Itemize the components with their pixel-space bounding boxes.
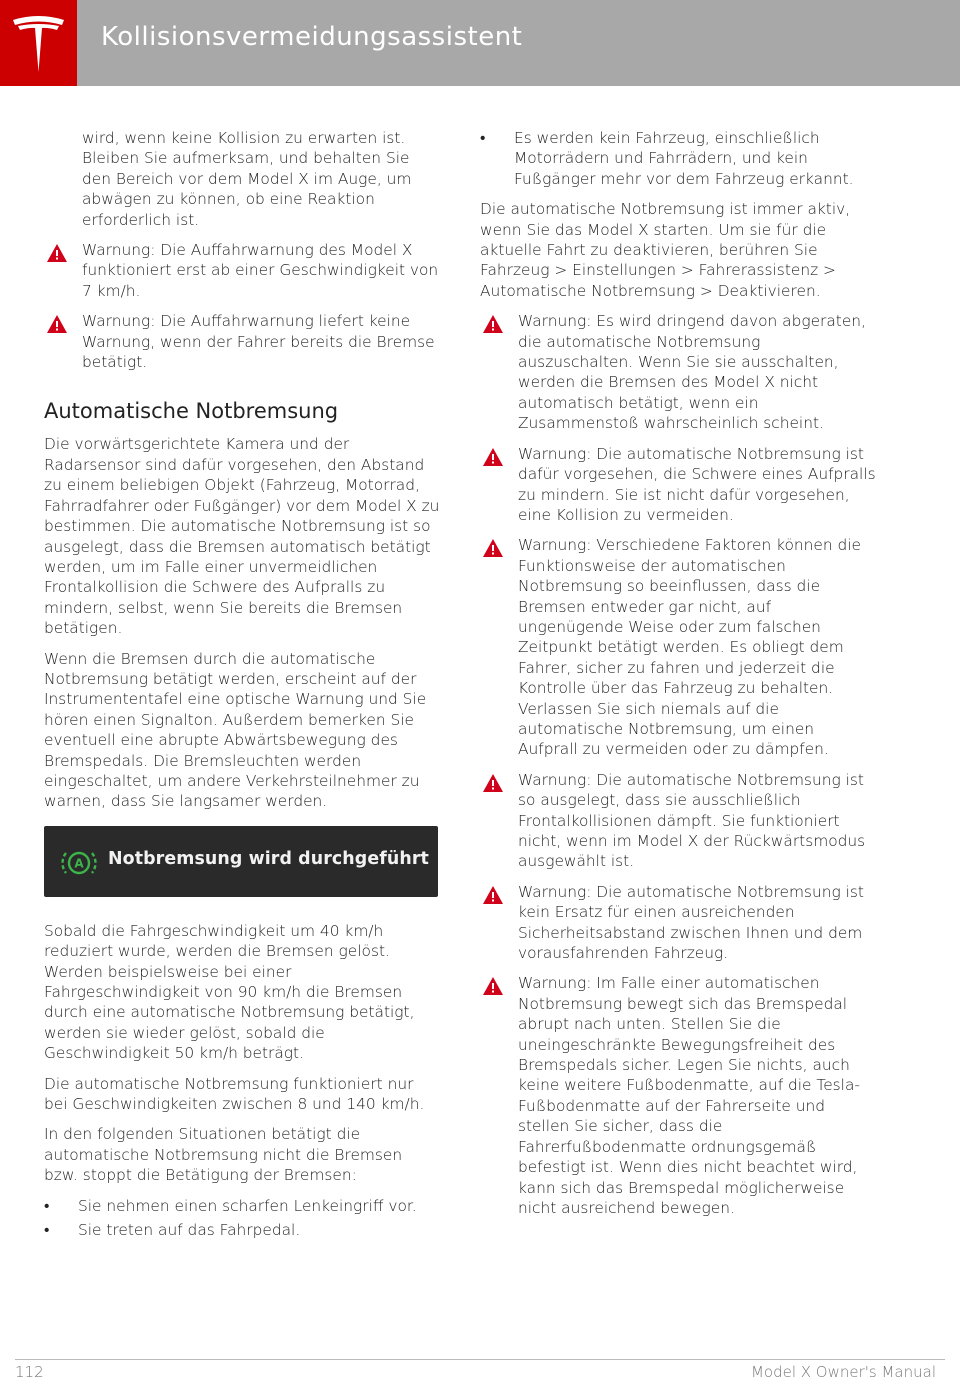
warning-text: Warnung: Die automatische Notbremsung ist so ausgelegt, dass sie ausschließlich Frontalkollisionen dämpft. Sie funktioniert nicht, wenn im Model X der Rückwärtsmodus ausgewählt ist.: [518, 770, 866, 871]
list-item: [44, 1196, 440, 1216]
bullet-dot: •: [480, 129, 486, 147]
page-header: [0, 0, 960, 86]
warning-triangle-icon: [482, 447, 504, 467]
body-paragraph: Die automatische Notbremsung funktioniert nur bei Geschwindigkeiten zwischen 8 und 140 km/h.: [44, 1074, 425, 1114]
warning-text: Warnung: Die Auffahrwarnung des Model X funktioniert erst ab einer Geschwindigkeit von 7 km/h.: [82, 241, 439, 300]
list-item-text: Es werden kein Fahrzeug, einschließlich Motorrädern und Fahrrädern, und kein Fußgänger mehr vor dem Fahrzeug erkannt.: [514, 129, 854, 188]
warning-triangle-icon: [482, 773, 504, 793]
intro-paragraph: wird, wenn keine Kollision zu erwarten ist. Bleiben Sie aufmerksam, und behalten Sie den Bereich vor dem Model X im Auge, um abwägen zu können, ob eine Reaktion erforderlich ist.: [82, 129, 412, 229]
warning-text: Warnung: Es wird dringend davon abgeraten, die automatische Notbremsung auszuschalten. Wenn Sie sie ausschalten, werden die Bremsen des Model X nicht automatisch betätigt, wenn ein Zusammenstoß wahrscheinlich scheint.: [518, 312, 866, 433]
warning-note: [480, 770, 876, 872]
warning-note: [480, 311, 876, 433]
warning-triangle-icon: [482, 976, 504, 996]
warning-text: Warnung: Verschiedene Faktoren können die Funktionsweise der automatischen Notbremsung so beeinflussen, dass die Bremsen entweder gar nicht, auf ungenügende Weise oder zum falschen Zeitpunkt betätigt werden. Es obliegt dem Fahrer, sicher zu fahren und jederzeit die Kontrolle über das Fahrzeug zu behalten. Verlassen Sie sich niemals auf die automatische Notbremsung, um einen Aufprall zu vermeiden oder zu dämpfen.: [518, 536, 862, 759]
bullet-dot: •: [44, 1221, 50, 1240]
warning-note: [480, 444, 876, 526]
warning-note: [480, 535, 876, 759]
emergency-brake-letter: A: [74, 856, 84, 871]
warning-text: Warnung: Die automatische Notbremsung ist kein Ersatz für einen ausreichenden Sicherheitsabstand zwischen Ihnen und dem vorausfahrenden Fahrzeug.: [518, 882, 864, 963]
warning-note: [44, 240, 440, 301]
page-title: Kollisionsvermeidungsassistent: [101, 22, 523, 52]
warning-triangle-icon: [482, 314, 504, 334]
body-paragraph: Sobald die Fahrgeschwindigkeit um 40 km/h reduziert wurde, werden die Bremsen gelöst. Werden beispielsweise bei einer Fahrgeschwindigkeit von 90 km/h die Bremsen durch eine automatische Notbremsung betätigt, werden sie wieder gelöst, sobald die Geschwindigkeit 50 km/h beträgt.: [44, 921, 415, 1063]
warning-note: [44, 311, 440, 372]
warning-triangle-icon: [482, 885, 504, 905]
tesla-logo-icon: [10, 14, 67, 74]
emergency-braking-message: Notbremsung wird durchgeführt: [108, 848, 429, 869]
warning-note: [480, 882, 876, 964]
emergency-brake-icon: [60, 844, 98, 882]
body-paragraph: Die automatische Notbremsung ist immer aktiv, wenn Sie das Model X starten. Um sie für die aktuelle Fahrt zu deaktivieren, berühren Sie Fahrzeug > Einstellungen > Fahrerassistenz > Automatische Notbremsung > Deaktivieren.: [480, 200, 851, 300]
body-paragraph: Wenn die Bremsen durch die automatische Notbremsung betätigt werden, erscheint auf der Instrumententafel eine optische Warnung und Sie hören einen Signalton. Außerdem bemerken Sie eventuell eine abrupte Abwärtsbewegung des Bremspedals. Die Bremsleuchten werden eingeschaltet, um andere Verkehrsteilnehmer zu warnen, dass Sie langsamer werden.: [44, 649, 427, 811]
tesla-logo: [0, 0, 77, 86]
list-item: [480, 128, 876, 189]
right-column: [480, 128, 876, 1228]
warning-text: Warnung: Im Falle einer automatischen Notbremsung bewegt sich das Bremspedal abrupt nach unten. Stellen Sie die uneingeschränkte Bewegungsfreiheit des Bremspedals sicher. Legen Sie nichts, auch keine weitere Fußbodenmatte, auf die Tesla-Fußbodenmatte auf der Fahrerseite und stellen Sie sicher, dass die Fahrerfußbodenmatte ordnungsgemäß befestigt ist. Wenn dies nicht beachtet wird, kann sich das Bremspedal möglicherweise nicht ausreichend bewegen.: [518, 974, 860, 1217]
body-paragraph: Die vorwärtsgerichtete Kamera und der Radarsensor sind dafür vorgesehen, den Abstand zu einem beliebigen Objekt (Fahrzeug, Motorrad, Fahrradfahrer oder Fußgänger) vor dem Model X zu bestimmen. Die automatische Notbremsung ist so ausgelegt, dass die Bremsen automatisch betätigt werden, um im Falle einer unvermeidlichen Frontalkollision die Schwere des Aufpralls zu mindern, selbst, wenn Sie bereits die Bremsen betätigen.: [44, 435, 440, 638]
bullet-dot: •: [44, 1196, 50, 1215]
list-item-text: Sie treten auf das Fahrpedal.: [78, 1221, 301, 1240]
warning-note: [480, 973, 876, 1218]
list-item-text: Sie nehmen einen scharfen Lenkeingriff vor.: [78, 1196, 417, 1215]
section-heading: Automatische Notbremsung: [44, 399, 339, 424]
warning-text: Warnung: Die automatische Notbremsung ist dafür vorgesehen, die Schwere eines Aufpralls zu mindern. Sie ist nicht dafür vorgesehen, eine Kollision zu vermeiden.: [518, 444, 876, 524]
left-column: [44, 128, 440, 1244]
footer-divider: [15, 1359, 945, 1360]
warning-triangle-icon: [46, 314, 68, 334]
manual-title: Model X Owner's Manual: [750, 1363, 936, 1381]
warning-triangle-icon: [482, 538, 504, 558]
emergency-braking-display: [44, 826, 438, 897]
page-number: 112: [15, 1363, 44, 1381]
list-item: [44, 1220, 440, 1240]
body-paragraph: In den folgenden Situationen betätigt die automatische Notbremsung nicht die Bremsen bzw. stoppt die Betätigung der Bremsen:: [44, 1125, 403, 1185]
warning-text: Warnung: Die Auffahrwarnung liefert keine Warnung, wenn der Fahrer bereits die Bremse betätigt.: [82, 312, 435, 372]
warning-triangle-icon: [46, 243, 68, 263]
